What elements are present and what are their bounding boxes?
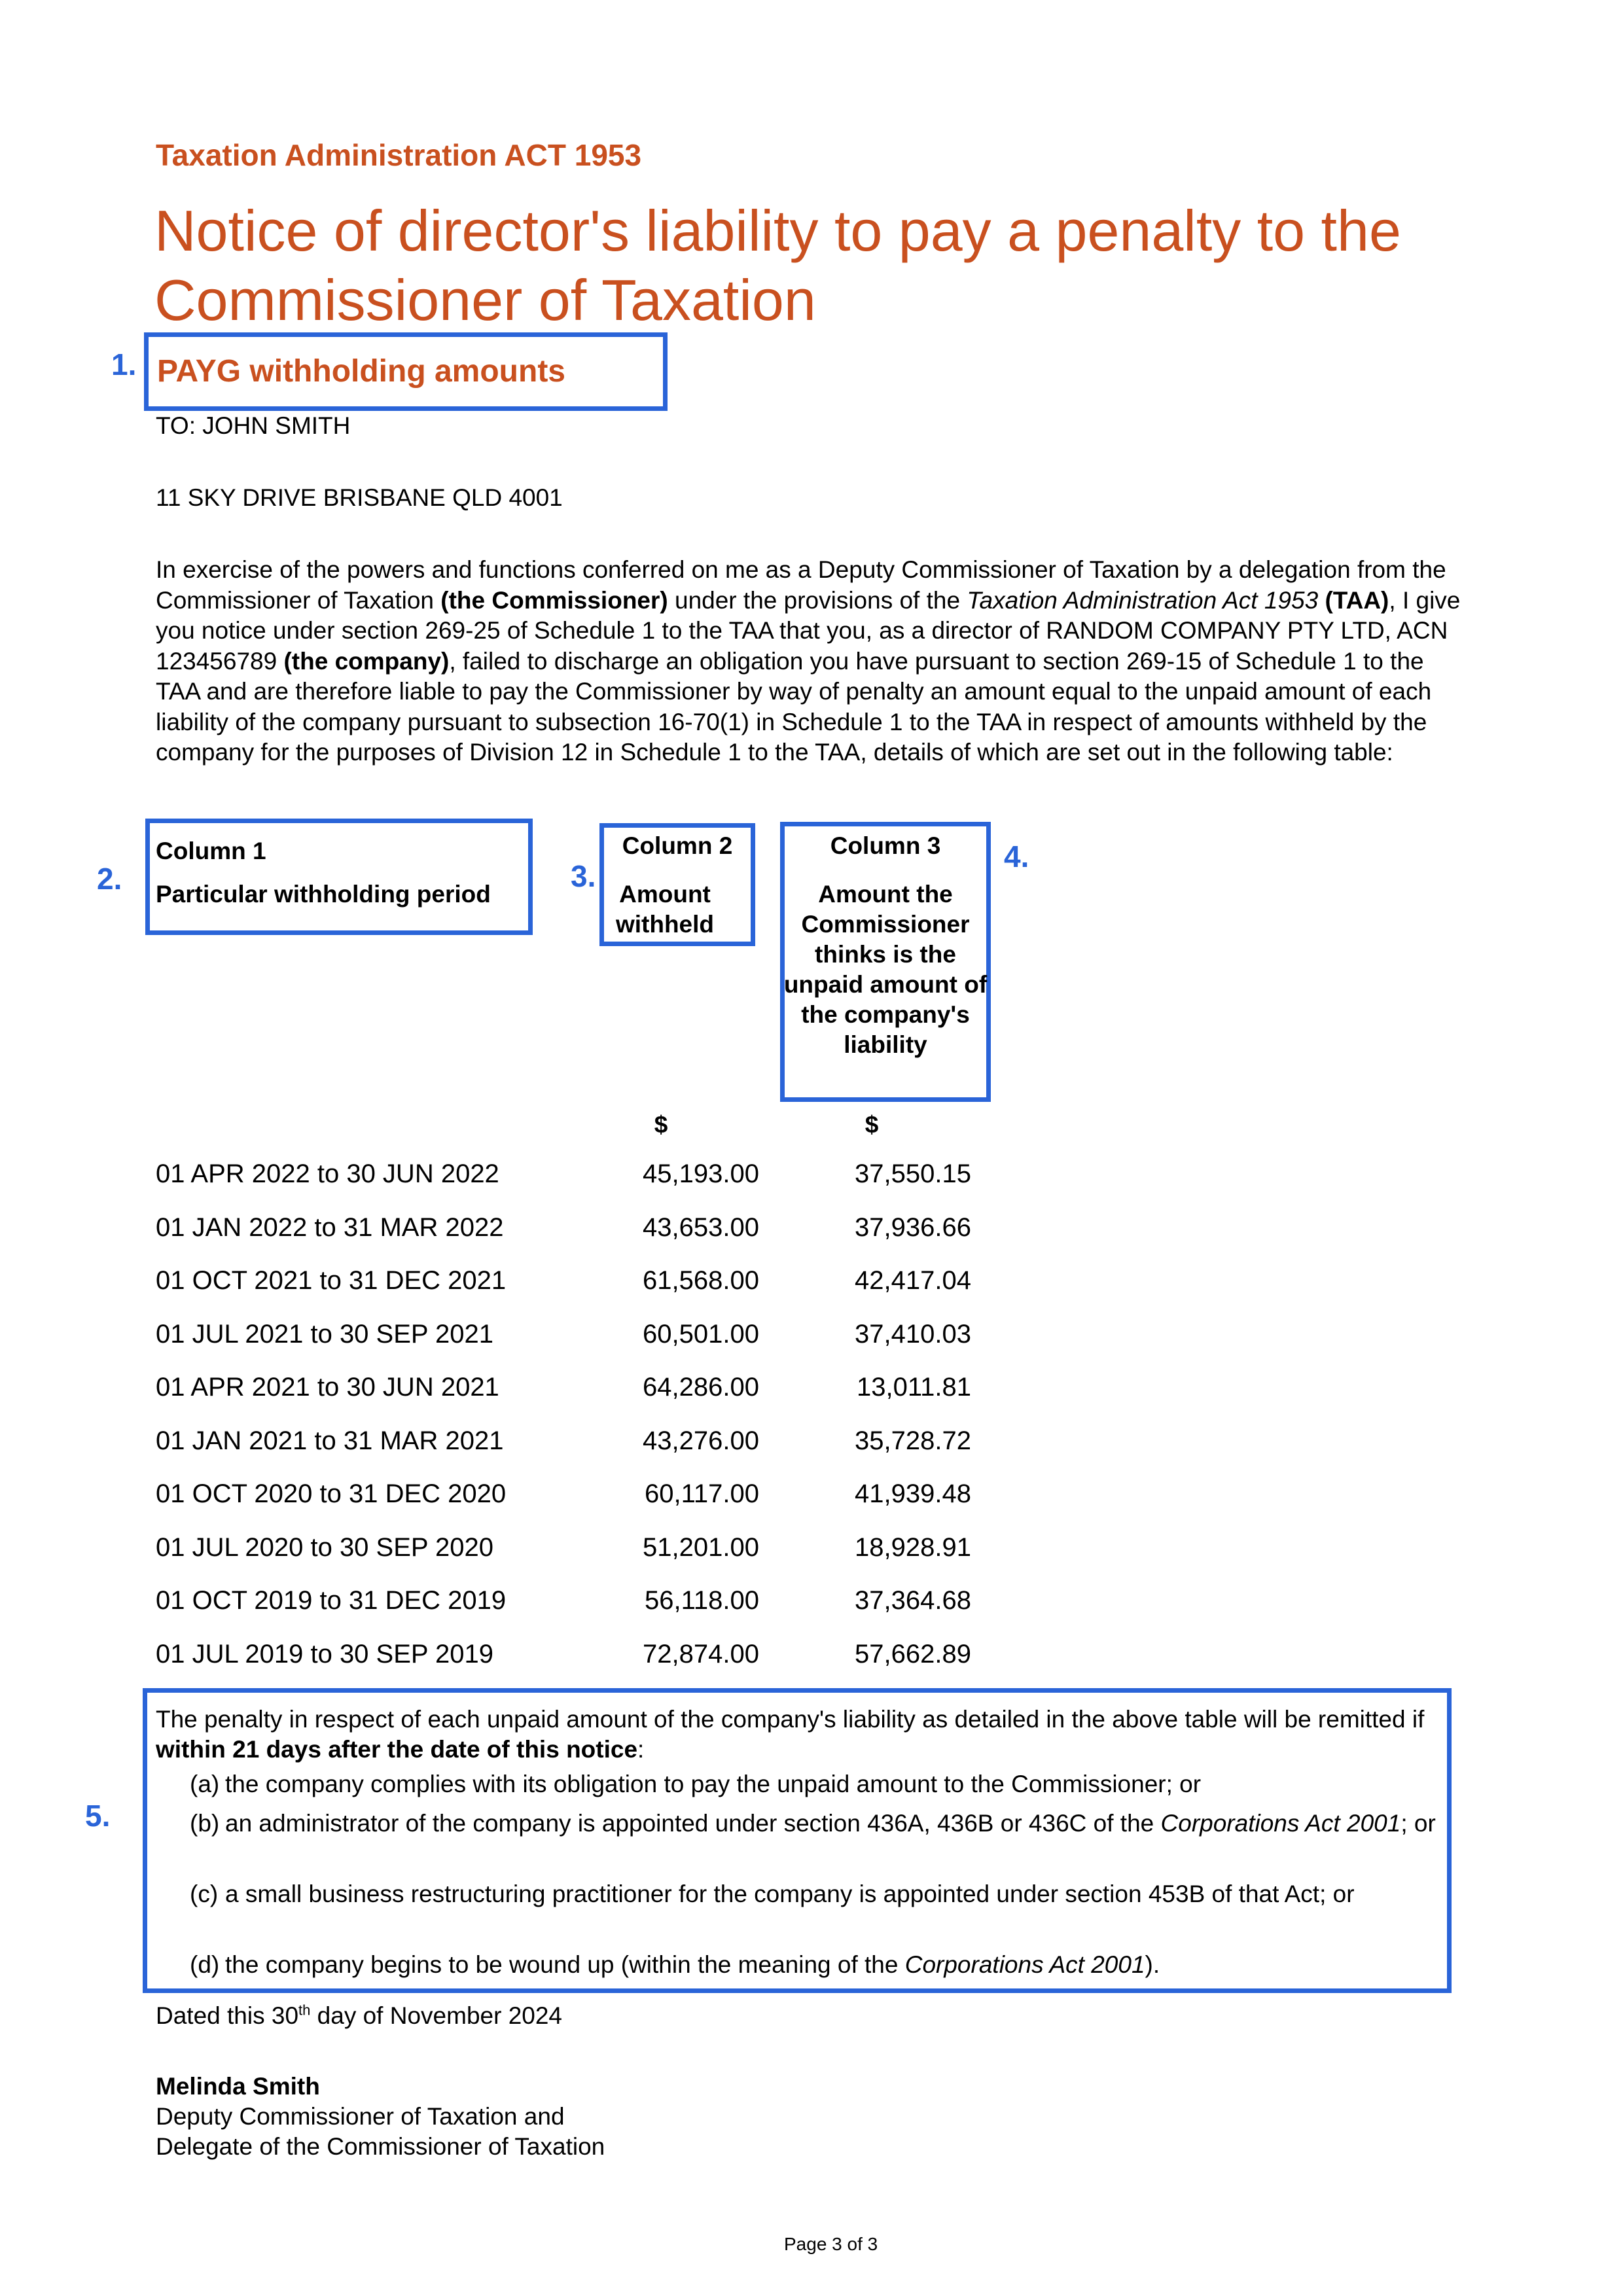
remission-paragraph: [156, 1704, 1438, 1765]
signatory-role-2: Delegate of the Commissioner of Taxation: [156, 2133, 605, 2160]
signatory-name: Melinda Smith: [156, 2073, 320, 2100]
page-title: Notice of director's liability to pay a penalty to the Commissioner of Taxation: [154, 198, 1401, 332]
table-row: [156, 1426, 1007, 1466]
amount-withheld-cell: 60,501.00: [643, 1319, 759, 1349]
table-row: [156, 1373, 1007, 1412]
intro-text: , I give you notice under section 269-25 of Schedule 1 to the TAA that you, as a director of RANDOM COMPANY PTY LTD, ACN 123456789: [156, 586, 1461, 675]
table-row: [156, 1533, 1007, 1572]
unpaid-amount-cell: 18,928.91: [855, 1532, 971, 1562]
period-cell: 01 APR 2021 to 30 JUN 2021: [156, 1373, 499, 1402]
period-cell: 01 APR 2022 to 30 JUN 2022: [156, 1159, 499, 1188]
intro-text: [1318, 587, 1325, 614]
dated-text: day of November 2024: [310, 2002, 563, 2029]
column-1-description: Particular withholding period: [156, 881, 491, 908]
intro-defined-term: (TAA): [1325, 586, 1389, 614]
item-label: (b): [190, 1810, 220, 1837]
amount-withheld-cell: 43,653.00: [643, 1212, 759, 1242]
annotation-marker-1: 1.: [111, 347, 137, 381]
amount-withheld-cell: 45,193.00: [643, 1159, 759, 1188]
item-text: ).: [1145, 1951, 1160, 1978]
amount-withheld-cell: 51,201.00: [643, 1532, 759, 1562]
item-act-name: Corporations Act 2001: [904, 1951, 1145, 1978]
annotation-marker-2: 2.: [97, 862, 122, 896]
column-1-title: Column 1: [156, 838, 266, 864]
intro-text: under the provisions of the: [668, 586, 967, 614]
item-label: (a): [190, 1771, 220, 1797]
act-heading: Taxation Administration ACT 1953: [156, 138, 642, 172]
amount-withheld-cell: 56,118.00: [645, 1586, 759, 1615]
table-row: [156, 1640, 1007, 1679]
dated-text: Dated this 30: [156, 2002, 299, 2029]
remission-item-d: [190, 1950, 1453, 1980]
intro-text: , failed to discharge an obligation you have pursuant to section 269-15 of Schedule 1 to the TAA and are therefore liable to pay the Commissioner by way of penalty an amount equal to the unpaid amount of each liability of the company pursuant to subsection 16-70(1) in Schedule 1 to the TAA in respect of amounts withheld by the company for the purposes of Division 12 in Schedule 1 to the TAA, details of which are set out in the following table:: [156, 647, 1432, 766]
page-number: Page 3 of 3: [784, 2234, 878, 2254]
item-text: an administrator of the company is appointed under section 436A, 436B or 436C of the: [225, 1810, 1161, 1837]
period-cell: 01 JAN 2022 to 31 MAR 2022: [156, 1212, 504, 1242]
table-row: [156, 1266, 1007, 1305]
intro-defined-term: (the Commissioner): [440, 586, 668, 614]
period-cell: 01 JUL 2020 to 30 SEP 2020: [156, 1532, 493, 1562]
item-label: (d): [190, 1951, 220, 1978]
item-text: ; or: [1400, 1810, 1436, 1837]
table-row: [156, 1479, 1007, 1519]
item-text: a small business restructuring practitioner for the company is appointed under section 453B of that Act; or: [225, 1881, 1355, 1907]
unpaid-amount-cell: 41,939.48: [855, 1479, 971, 1508]
dated-line: [156, 2001, 562, 2031]
column-3-title: Column 3: [830, 832, 941, 859]
amount-withheld-cell: 61,568.00: [643, 1266, 759, 1295]
intro-text: In exercise of the powers and functions conferred on me as a Deputy Commissioner of Taxation by a delegation from the Commissioner of Taxation: [156, 556, 1446, 614]
table-row: [156, 1159, 1007, 1199]
annotation-marker-5: 5.: [85, 1799, 111, 1833]
remission-deadline: within 21 days after the date of this notice: [156, 1736, 638, 1763]
item-label: (c): [190, 1881, 219, 1907]
signatory-role-1: Deputy Commissioner of Taxation and: [156, 2103, 565, 2130]
period-cell: 01 OCT 2020 to 31 DEC 2020: [156, 1479, 507, 1508]
intro-defined-term: (the company): [283, 647, 450, 675]
amount-withheld-cell: 72,874.00: [643, 1639, 759, 1669]
remission-item-c: [190, 1879, 1453, 1909]
ordinal-suffix: th: [298, 2002, 311, 2019]
column-3-description: Amount the Commissioner thinks is the unpaid amount of the company's liability: [783, 881, 988, 1058]
unpaid-amount-cell: 57,662.89: [855, 1639, 971, 1669]
unpaid-amount-cell: 35,728.72: [855, 1426, 971, 1455]
column-3-unit: $: [865, 1111, 879, 1138]
amount-withheld-cell: 64,286.00: [643, 1373, 759, 1402]
period-cell: 01 JAN 2021 to 31 MAR 2021: [156, 1426, 504, 1455]
item-act-name: Corporations Act 2001: [1160, 1810, 1401, 1837]
period-cell: 01 JUL 2019 to 30 SEP 2019: [156, 1639, 493, 1669]
unpaid-amount-cell: 37,410.03: [855, 1319, 971, 1349]
annotation-marker-4: 4.: [1004, 839, 1029, 874]
amount-withheld-cell: 43,276.00: [643, 1426, 759, 1455]
amount-withheld-cell: 60,117.00: [645, 1479, 759, 1508]
item-text: the company complies with its obligation to pay the unpaid amount to the Commissioner; or: [225, 1771, 1202, 1797]
period-cell: 01 OCT 2019 to 31 DEC 2019: [156, 1586, 507, 1615]
table-row: [156, 1320, 1007, 1359]
unpaid-amount-cell: 42,417.04: [855, 1266, 971, 1295]
recipient-name: TO: JOHN SMITH: [156, 412, 351, 439]
remission-item-b: [190, 1809, 1453, 1839]
intro-act-name: Taxation Administration Act 1953: [967, 586, 1319, 614]
remission-item-a: [190, 1769, 1453, 1799]
unpaid-amount-cell: 37,550.15: [855, 1159, 971, 1188]
period-cell: 01 JUL 2021 to 30 SEP 2021: [156, 1319, 493, 1349]
unpaid-amount-cell: 13,011.81: [857, 1373, 971, 1402]
period-cell: 01 OCT 2021 to 31 DEC 2021: [156, 1266, 507, 1295]
table-row: [156, 1586, 1007, 1625]
remission-text: :: [637, 1736, 645, 1763]
table-row: [156, 1213, 1007, 1252]
column-2-unit: $: [654, 1111, 668, 1138]
intro-paragraph: [156, 555, 1465, 768]
annotation-marker-3: 3.: [571, 859, 596, 893]
section-subtitle: PAYG withholding amounts: [157, 354, 565, 389]
item-text: the company begins to be wound up (within the meaning of the: [225, 1951, 905, 1978]
column-2-title: Column 2: [622, 832, 733, 859]
unpaid-amount-cell: 37,364.68: [855, 1586, 971, 1615]
column-2-description: Amount withheld: [615, 881, 715, 938]
remission-text: The penalty in respect of each unpaid amount of the company's liability as detailed in the above table will be remitted if: [156, 1706, 1425, 1733]
recipient-address: 11 SKY DRIVE BRISBANE QLD 4001: [156, 484, 563, 511]
unpaid-amount-cell: 37,936.66: [855, 1212, 971, 1242]
